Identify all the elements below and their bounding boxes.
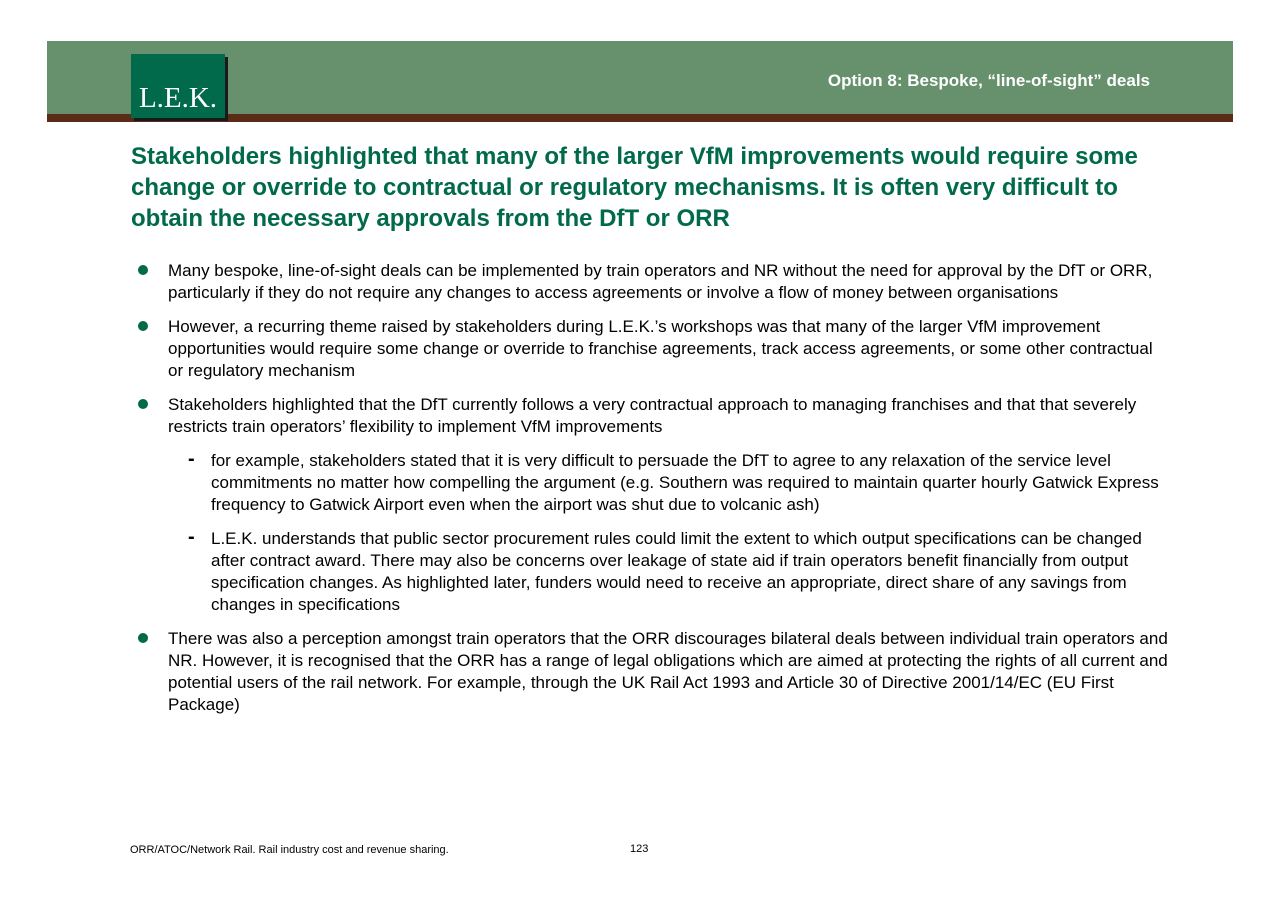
sub-bullet-text: L.E.K. understands that public sector procurement rules could limit the extent to which output specifications can be changed after contract award. There may also be concerns over leakage of state aid if train operators benefit financially from output specification changes. As highlighted later, funders would need to receive an appropriate, direct share of any savings from changes in specifications: [211, 529, 1142, 614]
bullet-text: Many bespoke, line-of-sight deals can be implemented by train operators and NR without the need for approval by the DfT or ORR, particularly if they do not require any changes to access agreements or involve a flow of money between organisations: [168, 261, 1153, 302]
bullet-item: [131, 628, 1171, 716]
bullet-list: [131, 260, 1171, 728]
dash-icon: -: [188, 448, 195, 470]
bullet-dot-icon: [138, 265, 148, 275]
dash-icon: -: [188, 526, 195, 548]
bullet-item: [131, 260, 1171, 304]
sub-bullet-item: [131, 450, 1171, 516]
bullet-item: [131, 394, 1171, 438]
bullet-text: However, a recurring theme raised by stakeholders during L.E.K.’s workshops was that many of the larger VfM improvement opportunities would require some change or override to franchise agreements, track access agreements, or some other contractual or regulatory mechanism: [168, 317, 1153, 380]
lek-logo: [131, 54, 225, 118]
section-label: Option 8: Bespoke, “line-of-sight” deals: [827, 71, 1150, 90]
bullet-text: There was also a perception amongst train operators that the ORR discourages bilateral deals between individual train operators and NR. However, it is recognised that the ORR has a range of legal obligations which are aimed at protecting the rights of all current and potential users of the rail network. For example, through the UK Rail Act 1993 and Article 30 of Directive 2001/14/EC (EU First Package): [168, 629, 1168, 714]
page-number: 123: [630, 843, 649, 855]
footer-source: ORR/ATOC/Network Rail. Rail industry cost and revenue sharing.: [130, 844, 449, 856]
sub-bullet-text: for example, stakeholders stated that it is very difficult to persuade the DfT to agree to any relaxation of the service level commitments no matter how compelling the argument (e.g. Southern was required to maintain quarter hourly Gatwick Express frequency to Gatwick Airport even when the airport was shut due to volcanic ash): [211, 451, 1159, 514]
bullet-dot-icon: [138, 633, 148, 643]
bullet-text: Stakeholders highlighted that the DfT currently follows a very contractual approach to managing franchises and that that severely restricts train operators’ flexibility to implement VfM improvements: [168, 395, 1137, 436]
page-headline: Stakeholders highlighted that many of the larger VfM improvements would require some change or override to contractual or regulatory mechanisms. It is often very difficult to obtain the necessary approvals from the DfT or ORR: [131, 143, 1138, 232]
bullet-item: [131, 316, 1171, 382]
logo-text: L.E.K.: [138, 82, 218, 114]
bullet-dot-icon: [138, 321, 148, 331]
bullet-dot-icon: [138, 399, 148, 409]
sub-bullet-item: [131, 528, 1171, 616]
